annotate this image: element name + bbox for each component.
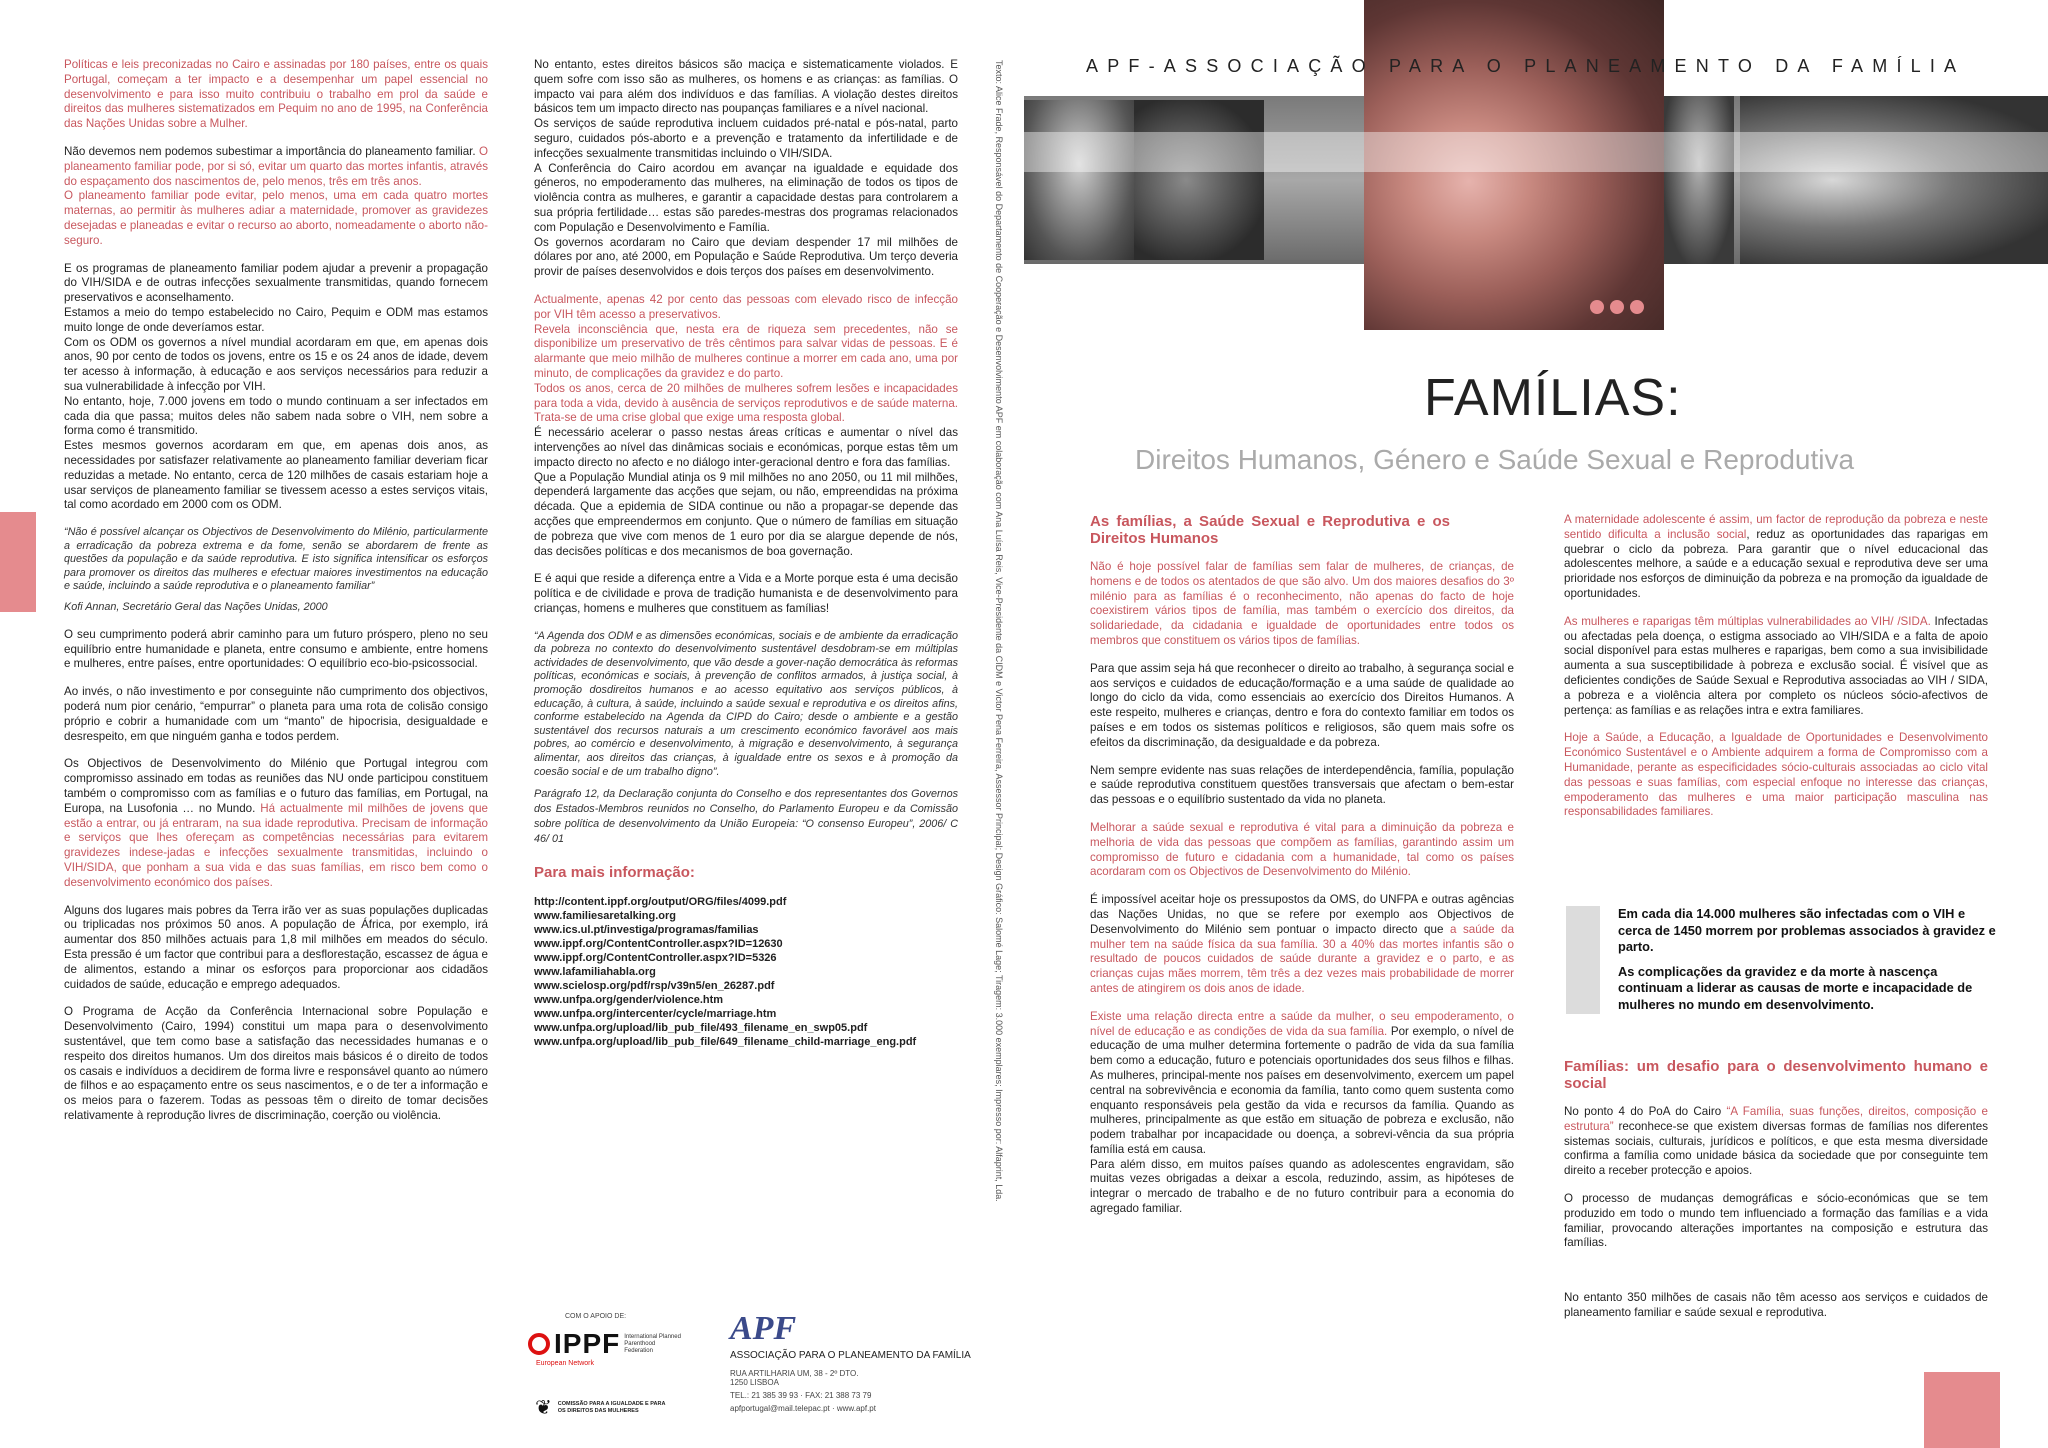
quote: “A Agenda dos ODM e as dimensões económicas, sociais e de ambiente da erradicação da pobreza no contexto do desenvolvimento sustentável desdobram-se em múltiplas actividades de desenvolvimento, que vão desde a gover-nação democrática às reformas políticas, económicas e sociais, à prevenção de conflitos armados, à justiça social, à promoção dosdireitos humanos e ao acesso equitativo aos serviços públicos, à educação, à cultura, à saúde, incluindo a saúde sexual e reprodutiva e os direitos afins, conforme estabelecido na Agenda da CIPD do Cairo; desde o ambiente e a gestão sustentável dos recursos naturais a um crescimento económico favorável aos mais pobres, ao comércio e desenvolvimento, à migração e desenvolvimento, à segurança alimentar, aos direitos das crianças, à igualdade entre os sexos e à promoção da coesão social e de um trabalho digno”. [534, 629, 958, 778]
photo-kids-left [1024, 100, 1134, 260]
paragraph: Estes mesmos governos acordaram em que, em apenas dois anos, as necessidades por satisfazer relativamente ao planeamento familiar deveriam ficar reduzidas a metade. No entanto, cerca de 120 milhões de casais estariam hoje a usar serviços de planeamento familiar se tivessem acesso a estes serviços vitais, tal como acordado em 2000 com os ODM. [64, 439, 488, 512]
link[interactable]: www.lafamiliahabla.org [534, 966, 656, 979]
page-subtitle: Direitos Humanos, Género e Saúde Sexual e Reprodutiva [1135, 444, 1855, 475]
apf-logo [730, 1312, 971, 1413]
paragraph: O Programa de Acção da Conferência Internacional sobre População e Desenvolvimento (Cairo, 1994) constitui um mapa para o desenvolvimento sustentável, que tem como base a satisfação das necessidades humanas e o respeito dos direitos humanos. Um dos direitos mais básicos é o direito de todos os casais e indivíduos a decidirem de forma livre e responsável quanto ao número de filhos e ao espaçamento entre os seus nascimentos, e o de ter a informação e os meios para o fazerem. Todas as pessoas têm o direito de tomar decisões relativamente à reprodução livres de discriminação, coerção ou violência. [64, 1005, 488, 1122]
paragraph [1090, 893, 1514, 997]
apf-name: ASSOCIAÇÃO PARA O PLANEAMENTO DA FAMÍLIA [730, 1350, 971, 1361]
cidm-mark-icon: ❦ [535, 1397, 552, 1419]
paragraph: É necessário acelerar o passo nestas áreas críticas e aumentar o nível das intervenções ao nível das dinâmicas sociais e económicas, porque estas têm um impacto directo no afecto e no diálogo inter-geracional dentro e fora das famílias. [534, 426, 958, 469]
highlight-paragraph: Não é hoje possível falar de famílias sem falar de mulheres, de crianças, de homens e de todos os atentados de que são alvo. Um dos maiores desafios do 3º milénio para as famílias é o reconhecimento, não apenas do facto de hoje coexistirem vários tipos de família, mas também o exercício dos direitos, da solidariedade, da cidadania e igualdade de oportunidades entre todos os membros que constituem os vários tipos de famílias. [1090, 560, 1514, 647]
link[interactable]: www.unfpa.org/gender/violence.htm [534, 994, 724, 1007]
bottom-right-accent [1924, 1372, 2000, 1448]
callout-line: As complicações da gravidez e da morte à nascença continuam a liderar as causas de morte e incapacidade de mulheres no mundo em desenvolvimento. [1618, 963, 1973, 1012]
quote-attribution: Parágrafo 12, da Declaração conjunta do Conselho e dos representantes dos Governos dos Estados-Membros reunidos no Conselho, do Parlamento Europeu e da Comissão sobre política de desenvolvimento da União Europeia: “O consenso Europeu”, 2006/ C 46/ 01 [534, 788, 958, 845]
highlight: A maternidade adolescente é assim, um factor de reprodução da pobreza e neste sentido dificulta a inclusão social [1564, 513, 1988, 541]
carousel-dot-icon [1590, 300, 1604, 314]
apf-phone: TEL.: 21 385 39 93 · FAX: 21 388 73 79 [730, 1391, 872, 1400]
highlight: a saúde da mulher tem na saúde física da sua família. 30 a 40% das mortes infantis são o resultado de poucos cuidados de saúde durante a gravidez e o parto, e as crianças cujas mães morrem, têm três a dez vezes mais probabilidade de morrer antes de atingirem os dois anos de idade. [1090, 922, 1515, 995]
highlight: Há actualmente mil milhões de jovens que estão a entrar, ou já entraram, na sua idade reprodutiva. Precisam de informação e serviços que lhes ofereçam as competências necessárias para evitarem gravidezes indese-jadas e infecções sexualmente transmitidas, incluindo o VIH/SIDA, que ponham a sua vida e das suas famílias, em risco bem como o desenvolvimento económico dos países. [64, 801, 488, 889]
text: reconhece-se que existem diversas formas de famílias nos diferentes sistemas sociais, culturais, jurídicos e políticos, e que esta mesma diversidade confirma a família como unidade básica da sociedade que por conseguinte tem direito a receber protecção e apoios. [1564, 1119, 1988, 1178]
stats-callout [1566, 906, 1996, 1013]
highlight-paragraph: Melhorar a saúde sexual e reprodutiva é vital para a diminuição da pobreza e melhoria de vida das pessoas que compõem as famílias, garantindo assim um compromisso de futuro e cidadania com a humanidade, tal como os países acordaram com os Objectivos de Desenvolvimento do Milénio. [1090, 820, 1514, 879]
link[interactable]: www.unfpa.org/upload/lib_pub_file/493_filename_en_swp05.pdf [534, 1022, 868, 1035]
carousel-dot-icon [1630, 300, 1644, 314]
photo-group-right [1740, 96, 2048, 264]
link[interactable]: www.scielosp.org/pdf/rsp/v39n5/en_26287.pdf [534, 980, 775, 993]
ippf-subtitle: International Planned Parenthood Federation [624, 1333, 681, 1354]
link[interactable]: www.unfpa.org/intercenter/cycle/marriage.htm [534, 1008, 777, 1021]
white-strip [1024, 132, 2048, 172]
paragraph: Estamos a meio do tempo estabelecido no Cairo, Pequim e ODM mas estamos muito longe de onde deveríamos estar. [64, 305, 488, 334]
paragraph: Alguns dos lugares mais pobres da Terra irão ver as suas populações duplicadas ou triplicadas nos próximos 50 anos. A população de África, por exemplo, irá aumentar dos 850 milhões actuais para 1,8 mil milhões em meados do século. Esta pressão é um factor que contribui para a desflorestação, escassez de água e de alimentos, estando a minar os esforços para proporcionar aos cidadãos cuidados de saúde, educação e emprego adequados. [64, 903, 488, 991]
text: Não devemos nem podemos subestimar a importância do planeamento familiar. [64, 144, 479, 158]
paragraph [1090, 1010, 1514, 1158]
paragraph [1564, 615, 1988, 719]
paragraph: Ao invés, o não investimento e por conseguinte não cumprimento dos objectivos, poderá num pior cenário, “empurrar” o planeta para uma rota de colisão consigo próprio e cobrir a humanidade com um “manto” de hipocrisia, desigualdade e desrespeito, em que ninguém ganha e todos perdem. [64, 685, 488, 743]
ippf-wordmark: IPPF [554, 1328, 621, 1359]
text: Infectadas ou afectadas pela doença, o estigma associado ao VIH/SIDA e a falta de apoio social disponível para estas mulheres e raparigas, bem como a sua invisibilidade aumenta a sua susceptibilidade à pobreza e exclusão social. É visível que as deficientes condições de Saúde Sexual e Reprodutiva associadas ao VIH / SIDA, a pobreza e a violência altera por completo os núcleos sócio-afectivos de pertença: as famílias e as relações intra e extra familiares. [1564, 614, 1988, 717]
quote: “Não é possível alcançar os Objectivos de Desenvolvimento do Milénio, particularmente a erradicação da pobreza extrema e da fome, senão se abordarem de frente as questões da população e da saúde reprodutiva. E isto significa intensificar os esforços para promover os direitos das mulheres e efectuar maiores investimentos na educação e saúde, incluindo a saúde reprodutiva e o planeamento familiar” [64, 526, 488, 593]
left-edge-accent [0, 512, 36, 612]
highlight: “A Família, suas funções, direitos, composição e estrutura” [1564, 1105, 1988, 1133]
highlight: As mulheres e raparigas têm múltiplas vulnerabilidades ao VIH/ /SIDA. [1564, 614, 1931, 628]
highlight: O planeamento familiar pode, por si só, evitar um quarto das mortes infantis, através do espaçamento dos nascimentos de, pelo menos, três em três anos. [64, 144, 488, 188]
quote-attribution: Kofi Annan, Secretário Geral das Nações Unidas, 2000 [64, 601, 328, 614]
column-4 [1564, 513, 1988, 833]
ippf-mark-icon [528, 1333, 550, 1355]
paragraph: O seu cumprimento poderá abrir caminho para um futuro próspero, pleno no seu equilíbrio entre humanidade e planeta, entre consumo e ambiente, entre homens e mulheres, entre países, entre oportunidades: O equilíbrio eco-bio-psicossocial. [64, 627, 488, 671]
paragraph: O processo de mudanças demográficas e sócio-económicas que se tem produzido em todo o mundo tem influenciado a formação das famílias e a vida familiar, provocando alterações importantes na composição e estrutura das famílias. [1564, 1191, 1988, 1250]
paragraph: Nem sempre evidente nas suas relações de interdependência, família, população e saúde reprodutiva constituem questões transversais que afectam o bem-estar das pessoas e o equilíbrio sustentado da vida no planeta. [1090, 763, 1514, 807]
section-heading: Famílias: um desafio para o desenvolvimento humano e social [1564, 1058, 1988, 1092]
column-4-lower [1564, 1058, 1988, 1334]
page-title: FAMÍLIAS: [1424, 369, 1682, 427]
highlight-paragraph: Todos os anos, cerca de 20 milhões de mulheres sofrem lesões e incapacidades para toda a vida, devido à ausência de serviços reprodutivos e de saúde materna. Trata-se de uma crise global que exige uma resposta global. [534, 381, 958, 425]
paragraph: Com os ODM os governos a nível mundial acordaram em que, em apenas dois anos, 90 por cento de todos os jovens, entre os 15 e os 24 anos de idade, devem ter acesso à informação, à educação e aos serviços necessários para reduzir a sua vulnerabilidade à infecção por VIH. [64, 335, 488, 393]
paragraph: No entanto, hoje, 7.000 jovens em todo o mundo continuam a ser infectados em cada dia que passa; muitos deles não sabem nada sobre o VIH, nem sobre a forma como é transmitido. [64, 394, 488, 438]
paragraph [64, 757, 488, 890]
credits-text: Texto: Alice Frade, Responsável do Departamento de Cooperação e Desenvolvimento APF em colaboração com Ana Luísa Reis, Vice-Presidente da CIDM e Victor Pena Ferreira, Assessor Principal; Design Gráfico: Salomé Lage; Tiragem: 3.000 exemplares; Impresso por: Alfaprint, Lda. [994, 60, 1004, 1202]
cidm-name: COMISSÃO PARA A IGUALDADE E PARA OS DIREITOS DAS MULHERES [557, 1400, 666, 1414]
link[interactable]: http://content.ippf.org/output/ORG/files/4099.pdf [534, 896, 787, 909]
paragraph: Os serviços de saúde reprodutiva incluem cuidados pré-natal e pós-natal, parto seguro, cuidados pós-aborto e a prevenção e tratamento da infertilidade e de infecções sexualmente transmitidas incluindo o VIH/SIDA. [534, 117, 958, 160]
callout-text [1618, 906, 1996, 1013]
paragraph [1564, 513, 1988, 602]
paragraph [1564, 1105, 1988, 1179]
more-info-heading: Para mais informação: [534, 864, 695, 882]
highlight: Existe uma relação directa entre a saúde da mulher, o seu empoderamento, o nível de educação e as condições de vida da sua família. [1090, 1009, 1514, 1038]
column-2 [534, 58, 958, 1049]
text: Por exemplo, o nível de educação de uma mulher determina fortemente o padrão de vida da sua família bem como a educação, futuro e potenciais oportunidades dos seus filhos e filhas. As mulheres, principal-mente nos países em desenvolvimento, exercem um papel central na sobrevivência e economia da família, tanto como quem sustenta como enquanto responsáveis pela gestão da vida e recursos da família. Quando as mulheres, principalmente as que estão em situação de pobreza e exclusão, não podem trabalhar por incapacidade ou doença, a sobrevi-vência da sua própria família está em causa. [1090, 1024, 1514, 1156]
link[interactable]: www.ippf.org/ContentController.aspx?ID=5326 [534, 952, 777, 965]
callout-line: Em cada dia 14.000 mulheres são infectadas com o VIH e cerca de 1450 morrem por problemas associados à gravidez e parto. [1618, 906, 1996, 954]
photo-collage [1024, 0, 2048, 330]
text: No ponto 4 do PoA do Cairo [1564, 1105, 1727, 1118]
column-3 [1090, 513, 1514, 1230]
column-1 [64, 58, 488, 1137]
text: É impossível aceitar hoje os pressupostos da OMS, do UNFPA e outras agências das Nações Unidas, no que se refere por exemplo aos Objectivos de Desenvolvimento do Milénio sem pontuar o impacto directo que [1090, 893, 1514, 936]
apf-wordmark: APF [730, 1310, 797, 1347]
cidm-logo [535, 1395, 668, 1420]
paragraph: Para que assim seja há que reconhecer o direito ao trabalho, à segurança social e aos serviços e cuidados de educação/formação e a uma saúde de qualidade ao longo do ciclo da vida, como essenciais ao exercício dos Direitos Humanos. A este respeito, mulheres e crianças, dentro e fora do contexto familiar em todos os países e em todos os sistemas políticos e religiosos, são quem mais sofre os efeitos da discriminação, da desigualdade e da pobreza. [1090, 661, 1514, 749]
text: Os Objectivos de Desenvolvimento do Milénio que Portugal integrou com compromisso assinado em todas as reuniões das NU onde participou constituem também o compromisso com as famílias e o futuro das famílias, em Portugal, na Europa, na Lusofonia … no Mundo. [64, 757, 488, 815]
photo-teen-girl [1664, 96, 1734, 264]
text: , reduz as oportunidades das raparigas em quebrar o ciclo da pobreza. Para garantir que o nível educacional das adolescentes melhore, a saúde e a educação sexual e reprodutiva deve ser uma prioridade nos esforços de diminuição da pobreza e na promoção da igualdade de oportunidades. [1564, 527, 1988, 600]
link[interactable]: www.ics.ul.pt/investiga/programas/familias [534, 924, 759, 937]
org-banner-title: APF-ASSOCIAÇÃO PARA O PLANEAMENTO DA FAMÍLIA [1086, 56, 1966, 76]
link[interactable]: www.ippf.org/ContentController.aspx?ID=12630 [534, 938, 783, 951]
ippf-network: European Network [536, 1360, 594, 1367]
paragraph [64, 145, 488, 249]
highlight-paragraph: Revela inconsciência que, nesta era de riqueza sem precedentes, não se disponibilize um preservativo de três cêntimos para salvar vidas de pessoas. E é alarmante que meio milhão de mulheres continue a morrer em cada ano, uma por minuto, de complicações da gravidez e do parto. [534, 322, 958, 380]
apf-email: apfportugal@mail.telepac.pt · www.apf.pt [730, 1404, 876, 1413]
apf-address-2: 1250 LISBOA [730, 1378, 779, 1387]
paragraph: E é aqui que reside a diferença entre a Vida e a Morte porque esta é uma decisão política e de civilidade e prova de tradição humanista e de desenvolvimento para crianças, homens e mulheres que constituem as famílias! [534, 572, 958, 615]
paragraph: Para além disso, em muitos países quando as adolescentes engravidam, são muitas vezes obrigadas a deixar a escola, reduzindo, assim, as hipóteses de integrar o mercado de trabalho e de no futuro contribuir para a economia do agregado familiar. [1090, 1157, 1514, 1216]
support-label: COM O APOIO DE: [565, 1313, 627, 1320]
paragraph: Que a População Mundial atinja os 9 mil milhões no ano 2050, ou 11 mil milhões, dependerá largamente das acções que sejam, ou não, empreendidas na próxima década. Que a epidemia de SIDA continue ou não a propagar-se depende das acções que empreendermos em conjunto. Que o número de famílias em situação de pobreza que vive com menos de 1 euro por dia se alargue depende de nós, das decisões políticas e dos mecanismos de boa governação. [534, 470, 958, 558]
paragraph: No entanto, estes direitos básicos são maciça e sistematicamente violados. E quem sofre com isso são as mulheres, os homens e as crianças: as famílias. O impacto vai para além dos indivíduos e das famílias. A violação destes direitos básicos tem um impacto directo nas poupanças familiares e a nível nacional. [534, 58, 958, 116]
paragraph: No entanto 350 milhões de casais não têm acesso aos serviços e cuidados de planeamento familiar e saúde sexual e reprodutiva. [1564, 1291, 1988, 1319]
intro-paragraph: Políticas e leis preconizadas no Cairo e assinadas por 180 países, entre os quais Portugal, começam a ter impacto e a desempenhar um papel essencial no desenvolvimento e para isso muito contribuiu o trabalho em prol da saúde e direitos das mulheres sistematizados em Pequim no ano de 1995, na Conferência das Nações Unidas sobre a Mulher. [64, 58, 488, 131]
carousel-dot-icon [1610, 300, 1624, 314]
callout-bar [1566, 906, 1600, 1014]
paragraph: Os governos acordaram no Cairo que deviam despender 17 mil milhões de dólares por ano, até 2000, em População e Saúde Reprodutiva. Um terço deveria provir de países desenvolvidos e dois terços dos países em desenvolvimento. [534, 235, 958, 279]
highlight-paragraph: Hoje a Saúde, a Educação, a Igualdade de Oportunidades e Desenvolvimento Económico Sustentável e o Ambiente adquirem a forma de Compromisso com a Humanidade, perante as especificidades sócio-culturais associadas ao ciclo vital das pessoas e suas famílias, com especial enfoque no interesse das crianças, empoderamento das mulheres e uma maior participação masculina nas responsabilidades familiares. [1564, 731, 1988, 819]
links-list [534, 895, 958, 1049]
apf-address-1: RUA ARTILHARIA UM, 38 - 2º DTO. [730, 1369, 859, 1378]
paragraph: A Conferência do Cairo acordou em avançar na igualdade e equidade dos géneros, no empoderamento das mulheres, na eliminação de todos os tipos de violência contra as mulheres, e garantir a capacidade destas para controlarem a sua própria fertilidade… estas são paredes-mestras dos programas relacionados com População e Desenvolvimento e Família. [534, 161, 958, 234]
link[interactable]: www.familiesaretalking.org [534, 910, 677, 923]
link[interactable]: www.unfpa.org/upload/lib_pub_file/649_filename_child-marriage_eng.pdf [534, 1036, 917, 1049]
highlight: O planeamento familiar pode evitar, pelo menos, uma em cada quatro mortes maternas, ao permitir às mulheres adiar a maternidade, promover as gravidezes desejadas e planeadas e evitar o recurso ao aborto, nomeadamente o aborto não-seguro. [64, 189, 488, 247]
photo-child-pointing [1134, 100, 1264, 260]
vertical-credits [990, 60, 1006, 1270]
paragraph: E os programas de planeamento familiar podem ajudar a prevenir a propagação do VIH/SIDA e de outras infecções sexualmente transmitidas, quando fornecem preservativos e aconselhamento. [64, 261, 488, 305]
ippf-logo [528, 1328, 684, 1367]
highlight-paragraph: Actualmente, apenas 42 por cento das pessoas com elevado risco de infecção por VIH têm acesso a preservativos. [534, 292, 958, 321]
section-heading: As famílias, a Saúde Sexual e Reprodutiva e os Direitos Humanos [1090, 513, 1450, 547]
